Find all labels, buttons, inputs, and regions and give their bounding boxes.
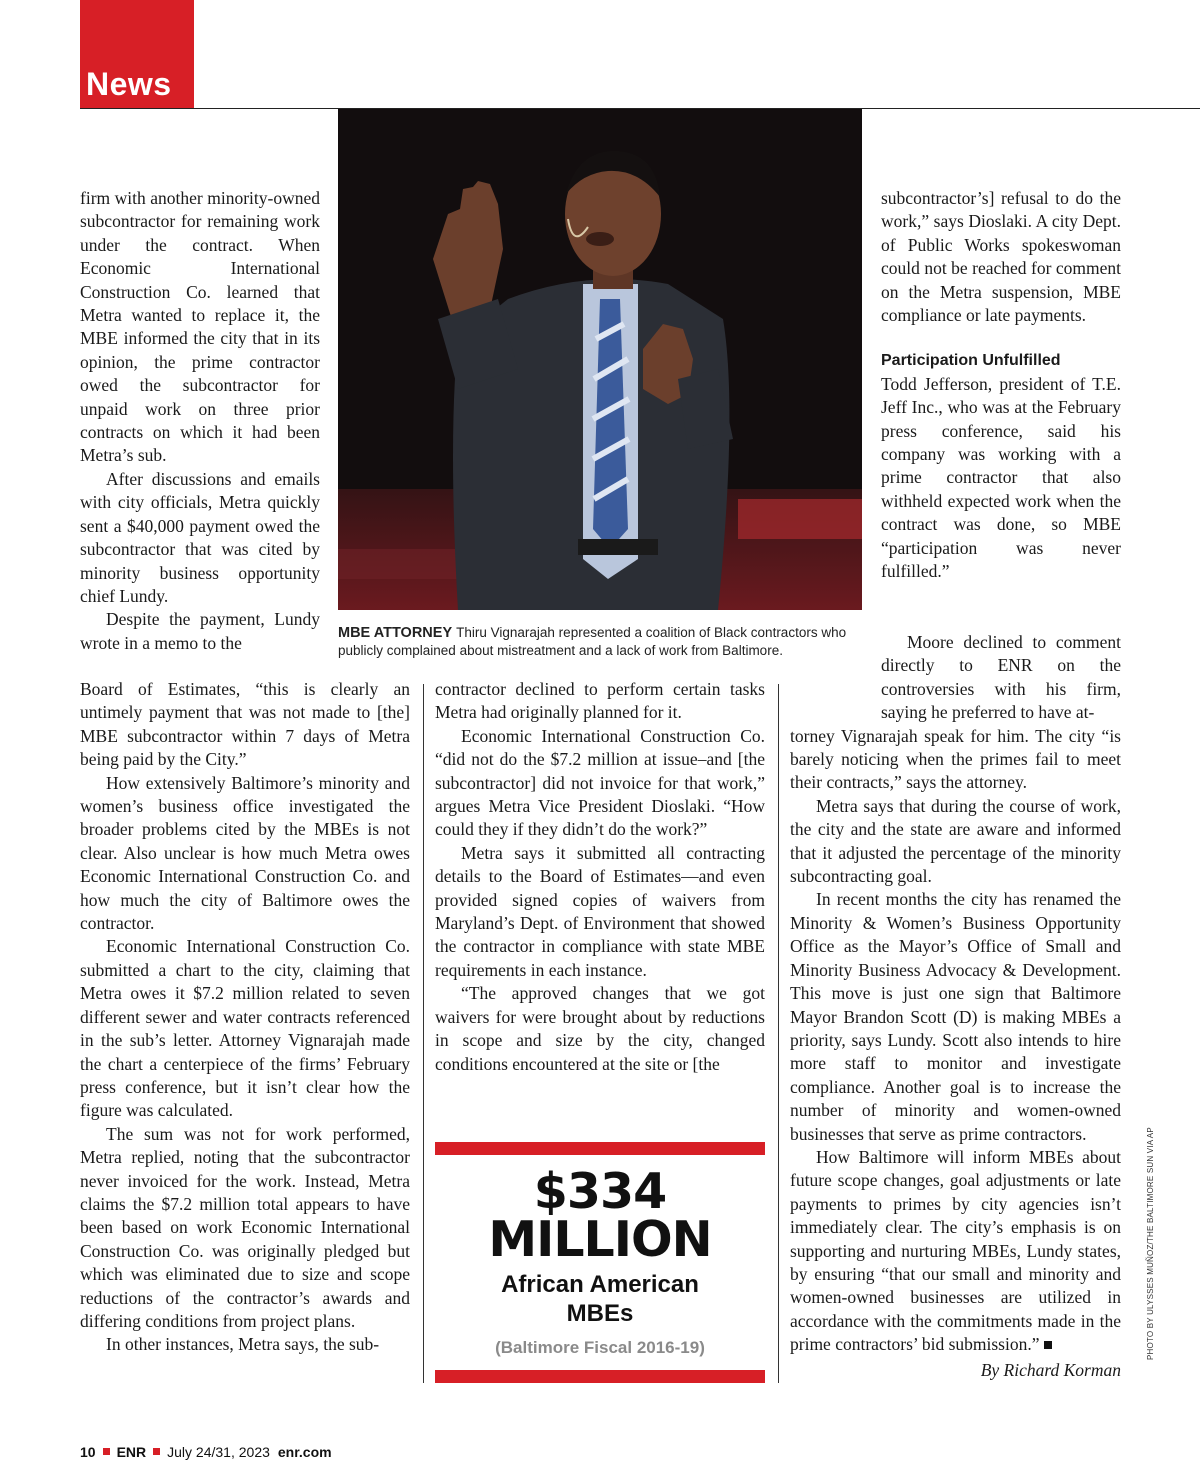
stat-bar-top bbox=[435, 1142, 765, 1155]
col1-paragraph-3a: Despite the payment, Lundy wrote in a memo to the bbox=[80, 609, 320, 653]
stat-bar-bottom bbox=[435, 1370, 765, 1383]
col1-paragraph-4: How extensively Baltimore’s minority and women’s business office investigated the broader problems cited by the MBEs is not clear. Also unclear is how much Metra owes Economic International Construction Co. and how much the city of Baltimore owes the contractor. bbox=[80, 772, 410, 934]
column-2 bbox=[435, 678, 765, 1076]
col3-subhead: Participation Unfulfilled bbox=[881, 352, 1061, 370]
footer-site: enr.com bbox=[277, 1444, 332, 1460]
column-1-upper bbox=[80, 187, 320, 655]
col2-paragraph-4: “The approved changes that we got waivers for were brought about by reductions in scope and size by the city, changed conditions encountered at the site or [the bbox=[435, 983, 765, 1074]
byline: By Richard Korman bbox=[980, 1359, 1121, 1380]
column-3-upper bbox=[881, 187, 1121, 584]
bullet-square-icon bbox=[103, 1448, 110, 1455]
col1-paragraph-3b: Board of Estimates, “this is clearly an untimely payment that was not made to [the] MBE subcontractor within 7 days of Metra being paid by the City.” bbox=[80, 679, 410, 770]
stat-callout bbox=[435, 1163, 765, 1358]
col1-paragraph-7: In other instances, Metra says, the sub- bbox=[106, 1334, 380, 1355]
bullet-square-icon bbox=[153, 1448, 160, 1455]
col3-paragraph-6-text: How Baltimore will inform MBEs about future scope changes, goal adjustments or late payments to primes by city agencies isn’t immediately clear. The city’s emphasis is on supporting and nurturing MBEs, Lundy states, by ensuring “that our small and minority and women-owned businesses are utilized in accordance with the commitments made in the prime contractors’ bid submission.” bbox=[790, 1146, 1121, 1355]
column-3-lower bbox=[790, 631, 1121, 1382]
col1-paragraph-6: The sum was not for work performed, Metra replied, noting that the subcontractor never invoiced for the work. Instead, Metra claims the $7.2 million total appears to have been based on work Economic International Construction Co. was originally pledged but which was eliminated due to size and scope reductions of the contractor’s awards and differing conditions from project plans. bbox=[80, 1123, 410, 1331]
speaker-illustration bbox=[338, 109, 862, 610]
caption-text: Thiru Vignarajah represented a coalition of Black contractors who publicly complained about mistreatment and a lack of work from Baltimore. bbox=[338, 625, 847, 658]
footer-date: July 24/31, 2023 bbox=[167, 1444, 270, 1460]
column-1-lower bbox=[80, 678, 410, 1357]
stat-number-line-2: MILLION bbox=[488, 1211, 712, 1268]
stat-label-line-1: African American bbox=[501, 1271, 699, 1298]
article-photo bbox=[338, 109, 862, 610]
photo-caption bbox=[338, 624, 868, 659]
col2-paragraph-2: Economic International Construction Co. “did not do the $7.2 million at issue–and [the subcontractor] did not invoice for that work,” argues Metra Vice President Dioslaki. “How could they if they didn’t do the work?” bbox=[435, 725, 765, 840]
col3-paragraph-5: In recent months the city has renamed the Minority & Women’s Business Opportunity Office as the Mayor’s Office of Small and Minority Business Advocacy & Development. This move is just one sign that Baltimore Mayor Brandon Scott (D) is making MBEs a priority, says Lundy. Scott also intends to hire more staff to monitor and investigate compliance. Another goal is to increase the number of minority and women-owned businesses that serve as prime contractors. bbox=[790, 889, 1121, 1144]
col3-paragraph-1: subcontractor’s] refusal to do the work,” says Dioslaki. A city Dept. of Public Works spokeswoman could not be reached for comment on the Metra suspension, MBE compliance or late payments. bbox=[881, 188, 1121, 326]
section-label: News bbox=[86, 66, 172, 102]
column-rule-right bbox=[778, 684, 779, 1383]
page-footer bbox=[80, 1444, 332, 1462]
caption-head: MBE ATTORNEY bbox=[338, 625, 453, 641]
col1-paragraph-5: Economic International Construction Co. submitted a chart to the city, claiming that Metra owes it $7.2 million related to seven different sewer and water contracts referenced in the sub’s letter. Attorney Vignarajah made the chart a centerpiece of the firms’ February press conference, but it isn’t clear how the figure was calculated. bbox=[80, 936, 410, 1121]
col2-paragraph-3: Metra says it submitted all contracting details to the Board of Estimates—and even provided signed copies of waivers from Maryland’s Dept. of Environment that showed the contractor in compliance with state MBE requirements in each instance. bbox=[435, 842, 765, 980]
page-number: 10 bbox=[80, 1444, 96, 1460]
end-mark-icon bbox=[1044, 1341, 1052, 1349]
stat-number-line-1: $334 bbox=[533, 1163, 667, 1220]
column-rule-left bbox=[423, 684, 424, 1383]
stat-subtitle: (Baltimore Fiscal 2016-19) bbox=[495, 1338, 705, 1357]
photo-credit: PHOTO BY ULYSSES MUÑOZ/THE BALTIMORE SUN VIA AP bbox=[1146, 1127, 1155, 1360]
col2-paragraph-1: contractor declined to perform certain tasks Metra had originally planned for it. bbox=[435, 679, 765, 723]
col3-paragraph-4: Metra says that during the course of work, the city and the state are aware and informed that it adjusted the percentage of the minority subcontracting goal. bbox=[790, 795, 1121, 887]
col3-paragraph-3b: torney Vignarajah speak for him. The city “is barely noticing when the primes fail to meet their contracts,” says the attorney. bbox=[790, 725, 1121, 793]
col1-paragraph-2: After discussions and emails with city officials, Metra quickly sent a $40,000 payment owed the subcontractor that was cited by minority business opportunity chief Lundy. bbox=[80, 468, 320, 606]
footer-brand: ENR bbox=[116, 1444, 147, 1460]
col1-paragraph-1: firm with another minority-owned subcontractor for remaining work under the contract. When Economic International Construction Co. learned that Metra wanted to replace it, the MBE informed the city that in its opinion, the prime contractor owed the subcontractor for unpaid work on three prior contracts on which it had been Metra’s sub. bbox=[80, 188, 320, 466]
col3-paragraph-6 bbox=[790, 1146, 1121, 1357]
col3-paragraph-3a: Moore declined to comment directly to ENR on the controversies with his firm, saying he preferred to have at- bbox=[881, 632, 1121, 723]
stat-label-line-2: MBEs bbox=[566, 1300, 634, 1327]
col3-paragraph-2: Todd Jefferson, president of T.E. Jeff Inc., who was at the February press conference, said his company was working with a prime contractor that also withheld expected work when the contract was done, so MBE “participation was never fulfilled.” bbox=[881, 373, 1121, 582]
